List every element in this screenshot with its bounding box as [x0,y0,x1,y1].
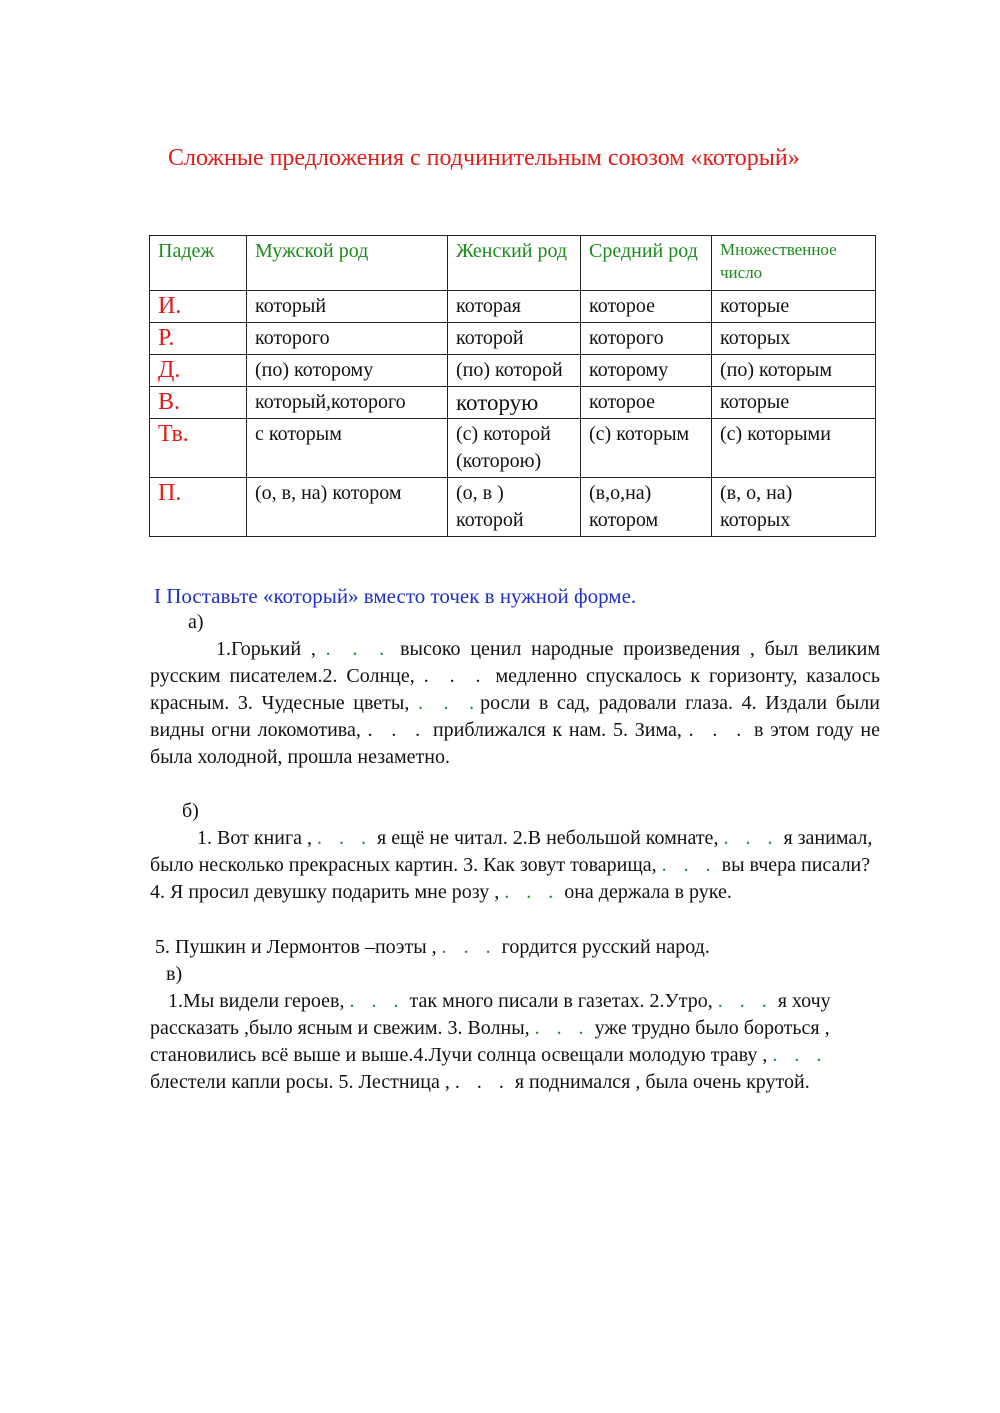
case-cell: Р. [150,323,247,355]
section-c-label: в) [166,963,183,985]
table-row [150,419,876,478]
case-cell: Д. [150,355,247,387]
table-cell: которые [712,387,876,419]
table-header-row [150,236,876,291]
table-cell: (с) которой (которою) [448,419,581,478]
table-row [150,387,876,419]
table-cell: (о, в, на) котором [247,478,448,537]
table-cell: (с) которым [581,419,712,478]
declension-table [149,235,876,537]
header-masculine: Мужской род [247,236,448,291]
table-cell: которого [247,323,448,355]
case-cell: В. [150,387,247,419]
table-cell: (по) которому [247,355,448,387]
header-neuter: Средний род [581,236,712,291]
table-row [150,291,876,323]
table-cell: (о, в ) которой [448,478,581,537]
table-cell: которого [581,323,712,355]
table-cell: с которым [247,419,448,478]
section-a-label: а) [188,611,204,633]
page-title: Сложные предложения с подчинительным союзом «который» [168,145,800,171]
table-cell: (по) которым [712,355,876,387]
table-cell: которому [581,355,712,387]
header-case: Падеж [150,236,247,291]
table-row [150,355,876,387]
section-b-label: б) [182,800,199,822]
section-b-text: 1. Вот книга , . . . я ещё не читал. 2.В небольшой комнате, . . . я занимал, было несколько прекрасных картин. 3. Как зовут товарища, . . . вы вчера писали? 4. Я просил девушку подарить мне розу , . . . она держала в руке. [150,827,873,903]
table-cell: которой [448,323,581,355]
table-cell: (в, о, на) которых [712,478,876,537]
table-cell: которые [712,291,876,323]
table-row [150,323,876,355]
table-cell: которую [448,387,581,419]
table-cell: которая [448,291,581,323]
case-cell: П. [150,478,247,537]
table-cell: (с) которыми [712,419,876,478]
table-row [150,478,876,537]
section-b-text-5: 5. Пушкин и Лермонтов –поэты , . . . гордится русский народ. [155,936,710,958]
header-feminine: Женский род [448,236,581,291]
case-cell: И. [150,291,247,323]
table-cell: которое [581,291,712,323]
header-plural: Множественное число [712,236,876,291]
table-cell: (в,о,на) котором [581,478,712,537]
task-heading: I Поставьте «который» вместо точек в нужной форме. [154,584,637,608]
section-a-text: 1.Горький , . . . высоко ценил народные произведения , был великим русским писателем.2. Солнце, . . . медленно спускалось к горизонту, казалось красным. 3. Чудесные цветы, . . .росли в сад, радовали глаза. 4. Издали были видны огни локомотива, . . . приближался к нам. 5. Зима, . . . в этом году не была холодной, прошла незаметно. [150,638,881,768]
table-cell: (по) которой [448,355,581,387]
table-cell: которых [712,323,876,355]
table-cell: которое [581,387,712,419]
case-cell: Тв. [150,419,247,478]
table-cell: который,которого [247,387,448,419]
table-cell: который [247,291,448,323]
section-c-text: 1.Мы видели героев, . . . так много писали в газетах. 2.Утро, . . . я хочу рассказать ,было ясным и свежим. 3. Волны, . . . уже трудно было бороться , становились всё выше и выше.4.Лучи солнца освещали молодую траву , . . . блестели капли росы. 5. Лестница , . . . я поднимался , была очень крутой. [150,990,831,1093]
